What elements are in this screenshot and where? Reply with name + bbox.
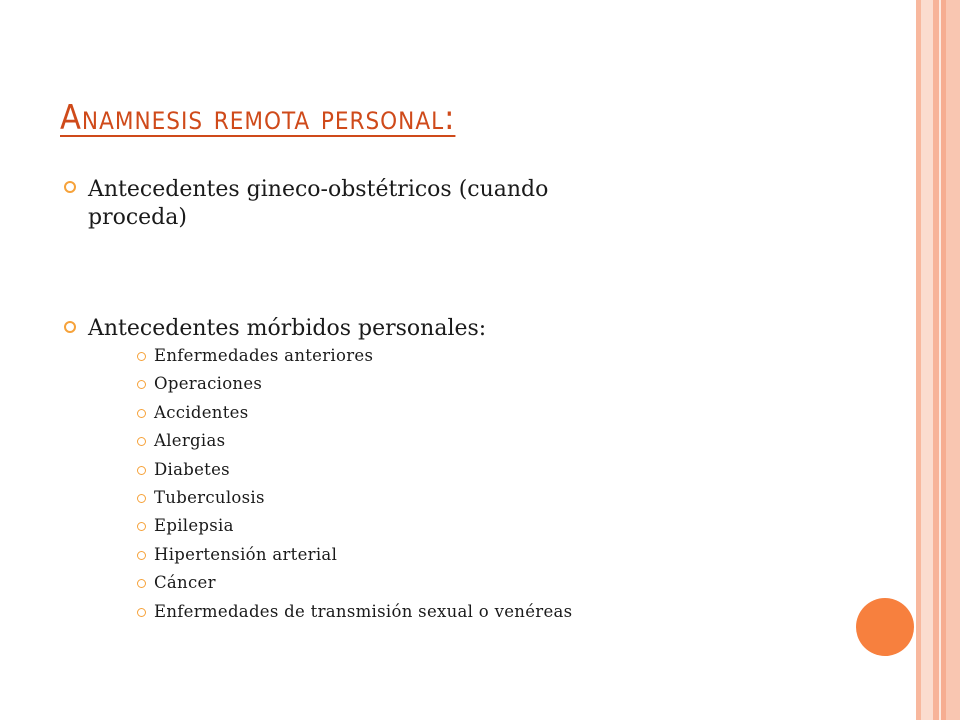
morbid-history-list [137, 342, 572, 626]
list-item: Accidentes [137, 399, 572, 427]
slide-title: Anamnesis remota personal: [60, 98, 456, 138]
list-item: Cáncer [137, 569, 572, 597]
list-item: Diabetes [137, 456, 572, 484]
list-item: Alergias [137, 427, 572, 455]
bullet-morbid-history: Antecedentes mórbidos personales: [88, 316, 487, 341]
list-item: Tuberculosis [137, 484, 572, 512]
decorative-side-stripes [916, 0, 960, 720]
bullet-icon [64, 321, 76, 333]
bullet-gineco-obstetric: Antecedentes gineco-obstétricos (cuando proceda) [88, 177, 549, 230]
list-item: Operaciones [137, 370, 572, 398]
list-item: Enfermedades de transmisión sexual o venéreas [137, 598, 572, 626]
list-item: Enfermedades anteriores [137, 342, 572, 370]
decorative-circle [856, 598, 914, 656]
list-item: Epilepsia [137, 512, 572, 540]
bullet-icon [64, 181, 76, 193]
list-item: Hipertensión arterial [137, 541, 572, 569]
